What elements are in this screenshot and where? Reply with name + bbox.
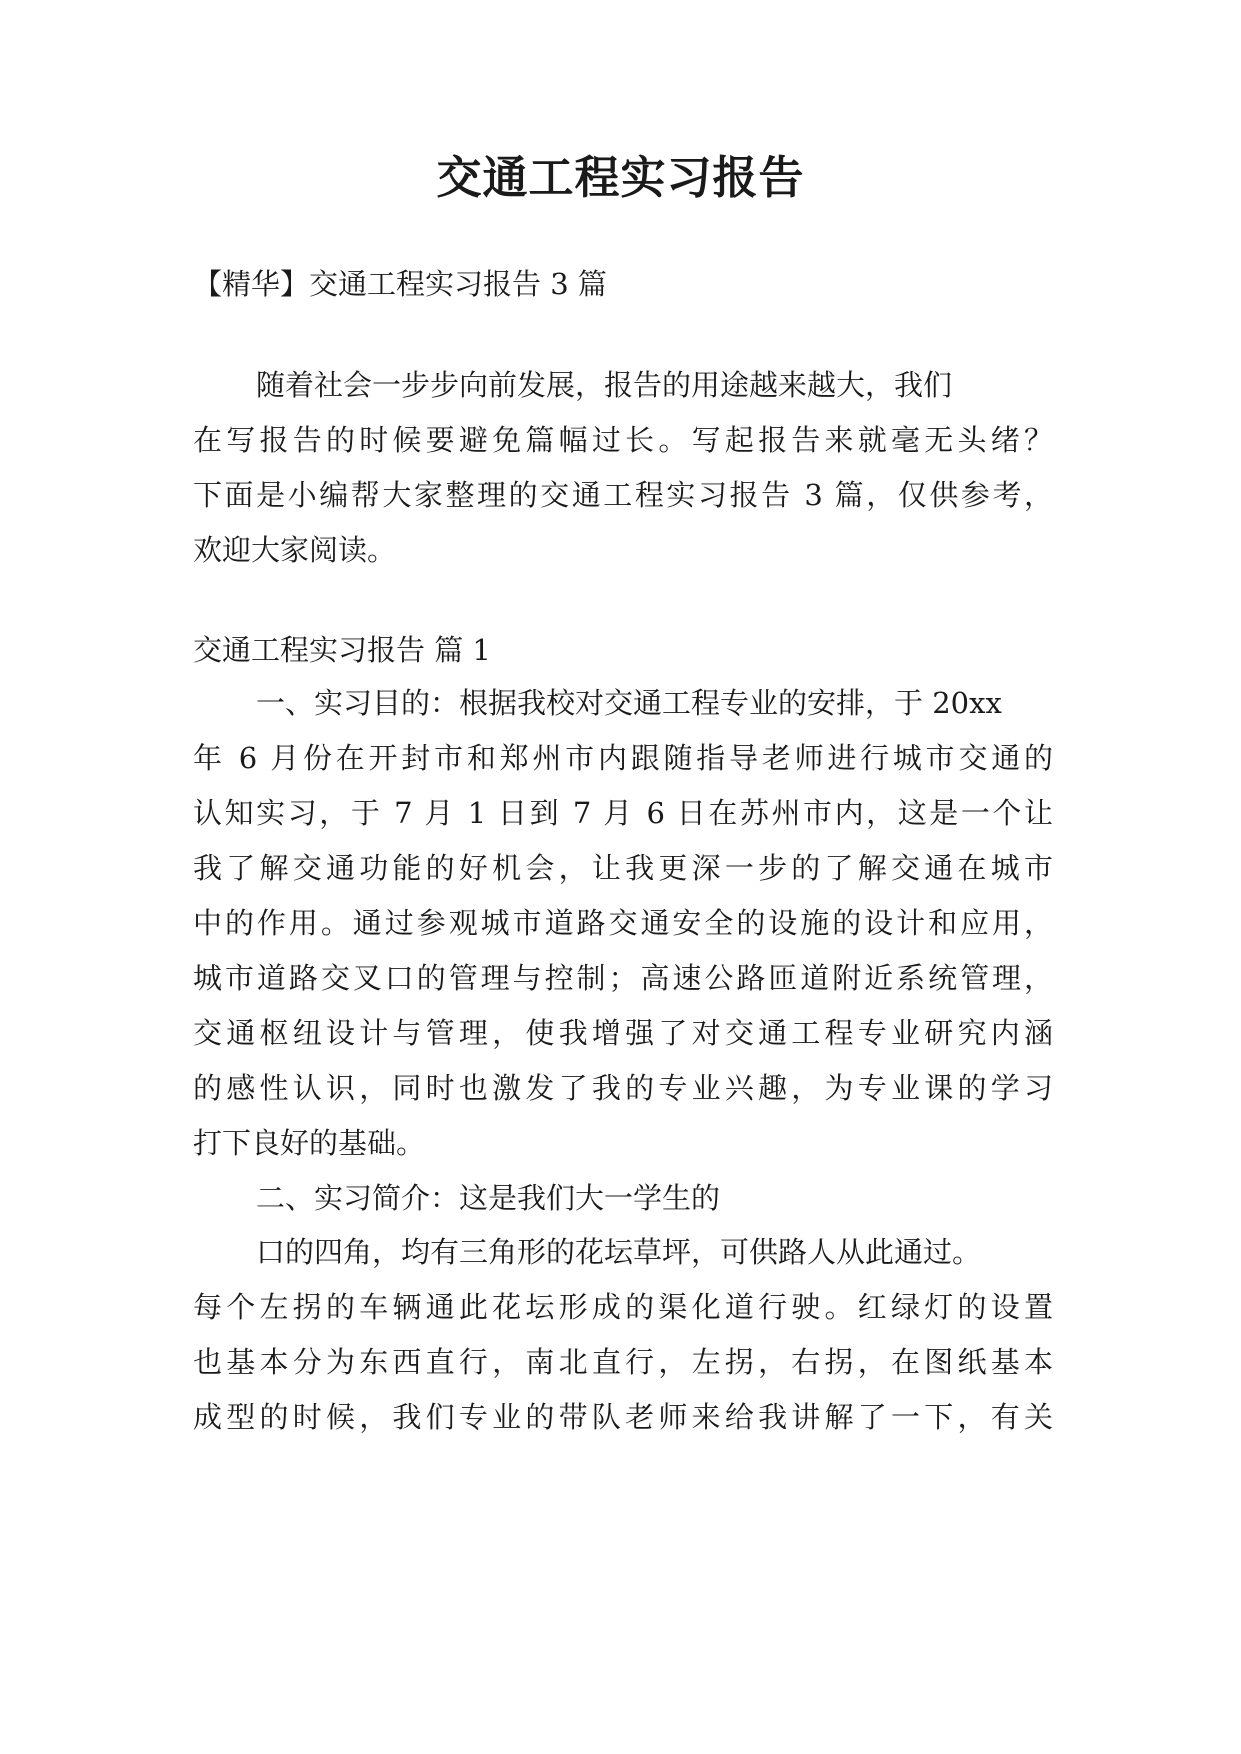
- purpose-line-9: 打下良好的基础。: [193, 1126, 426, 1160]
- section-heading: 交通工程实习报告 篇 1: [193, 633, 491, 667]
- purpose-line-5: 中的作用。通过参观城市道路交通安全的设施的设计和应用，: [193, 906, 1053, 940]
- intro-line-2: 在写报告的时候要避免篇幅过长。写起报告来就毫无头绪？: [193, 423, 1053, 457]
- purpose-line-3: 认知实习，于 7 月 1 日到 7 月 6 日在苏州市内，这是一个让: [193, 796, 1053, 830]
- document-title: 交通工程实习报告: [436, 151, 805, 204]
- internship-intro-line: 二、实习简介：这是我们大一学生的: [256, 1181, 721, 1215]
- purpose-line-6: 城市道路交叉口的管理与控制；高速公路匝道附近系统管理，: [193, 961, 1053, 995]
- purpose-line-7: 交通枢纽设计与管理，使我增强了对交通工程专业研究内涵: [193, 1016, 1053, 1050]
- intro-line-1: 随着社会一步步向前发展，报告的用途越来越大，我们: [256, 368, 953, 402]
- continuation-line-2: 每个左拐的车辆通此花坛形成的渠化道行驶。红绿灯的设置: [193, 1290, 1053, 1324]
- continuation-line-3: 也基本分为东西直行，南北直行，左拐，右拐，在图纸基本: [193, 1345, 1053, 1379]
- continuation-line-4: 成型的时候，我们专业的带队老师来给我讲解了一下，有关: [193, 1400, 1053, 1434]
- intro-line-4: 欢迎大家阅读。: [193, 533, 397, 567]
- purpose-line-8: 的感性认识，同时也激发了我的专业兴趣，为专业课的学习: [193, 1071, 1053, 1105]
- document-subtitle: 【精华】交通工程实习报告 3 篇: [193, 267, 607, 301]
- continuation-line-1: 口的四角，均有三角形的花坛草坪，可供路人从此通过。: [256, 1235, 982, 1269]
- purpose-line-2: 年 6 月份在开封市和郑州市内跟随指导老师进行城市交通的: [193, 741, 1053, 775]
- purpose-line-1: 一、实习目的：根据我校对交通工程专业的安排，于 20xx: [256, 686, 1002, 720]
- intro-line-3: 下面是小编帮大家整理的交通工程实习报告 3 篇，仅供参考，: [193, 478, 1053, 512]
- purpose-line-4: 我了解交通功能的好机会，让我更深一步的了解交通在城市: [193, 851, 1053, 885]
